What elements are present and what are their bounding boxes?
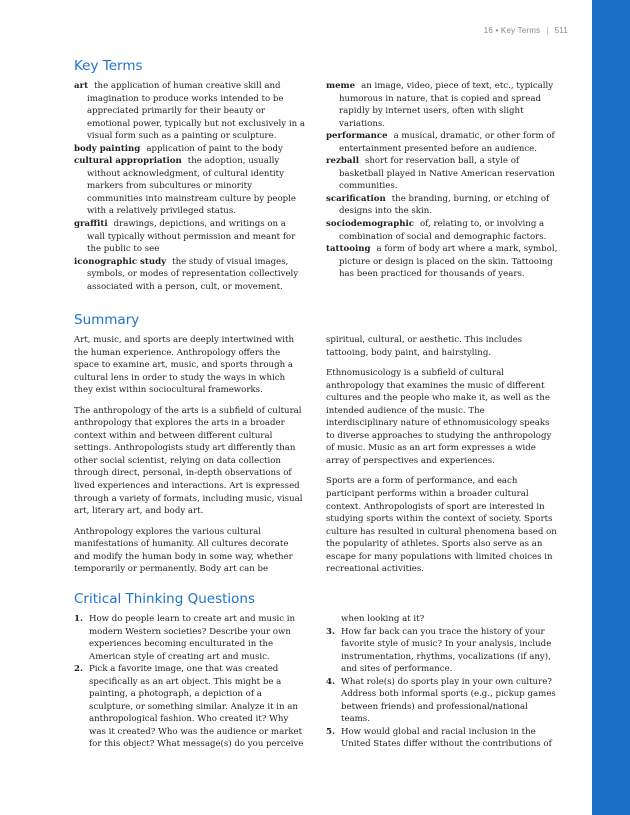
key-term-tattooing: tattooing a form of body art where a mark, symbol, picture or design is placed on the skin. Tattooing has been practiced for thousands of years. xyxy=(326,244,558,280)
question-item: 2. Pick a favorite image, one that was created specifically as an art object. This might be a painting, a photograph, a depiction of a sculpture, or something similar. Analyze it in an anthropological fashion. Who created it? Why was it created? Who was the audience or market for this object? What message(s) do you perceive xyxy=(74,664,304,750)
summary-right-column xyxy=(326,334,558,584)
key-terms-left-column xyxy=(74,80,306,293)
question-continuation: when looking at it? xyxy=(341,614,425,624)
key-term-art: art the application of human creative skill and imagination to produce works intended to be appreciated primarily for their beauty or emotional power, typically but not exclusively in a visual form such as a painting or sculpture. xyxy=(74,81,305,142)
question-item: 5. How would global and racial inclusion in the United States differ without the contributions of xyxy=(326,726,552,750)
key-term-scarification: scarification the branding, burning, or etching of designs into the skin. xyxy=(326,193,550,217)
key-term-iconographic-study: iconographic study the study of visual images, symbols, or modes of representation collectively associated with a person, cult, or movement. xyxy=(74,256,299,292)
summary-paragraph: The anthropology of the arts is a subfield of cultural anthropology that explores the arts in a broader context within and between different cultural settings. Anthropologists study art differently than other social scientist, relying on data collection through direct, personal, in-depth observations of lived experiences and interactions. Art is expressed through a variety of formats, including music, visual art, literary art, and body art. xyxy=(74,405,303,517)
key-term-performance: performance a musical, dramatic, or other form of entertainment presented before an audience. xyxy=(326,131,555,154)
key-term-rezball: rezball short for reservation ball, a style of basketball played in Native American reservation communities. xyxy=(326,156,555,192)
question-item: 3. How far back can you trace the history of your favorite style of music? In your analysis, include instrumentation, rhythms, vocalizations (if any), and sites of performance. xyxy=(326,626,552,675)
summary-paragraph: spiritual, cultural, or aesthetic. This includes tattooing, body paint, and hairstyling. xyxy=(326,335,523,358)
question-item: 4. What role(s) do sports play in your own culture? Address both informal sports (e.g., pickup games between friends) and professional/national teams. xyxy=(326,676,556,725)
questions-left-column xyxy=(74,613,306,751)
key-term-sociodemographic: sociodemographic of, relating to, or involving a combination of social and demographic factors. xyxy=(326,219,547,242)
question-item: 1. How do people learn to create art and music in modern Western societies? Describe your own experiences becoming enculturated in the American style of creating art and music. xyxy=(74,614,296,662)
key-terms-right-column xyxy=(326,80,558,281)
key-term-cultural-appropriation: cultural appropriation the adoption, usually without acknowledgment, of cultural identity markers from subcultures or minority communities into mainstream culture by people with a relatively privileged status. xyxy=(74,156,296,217)
questions-right-column xyxy=(326,613,558,751)
chapter-label: 16 • Key Terms xyxy=(483,26,541,35)
critical-thinking-heading: Critical Thinking Questions xyxy=(74,591,256,607)
page-number: 511 xyxy=(554,26,568,35)
key-term-graffiti: graffiti drawings, depictions, and writings on a wall typically without permission and meant for the public to see xyxy=(74,219,296,255)
running-head: 16 • Key Terms | 511 xyxy=(483,26,568,35)
key-term-body-painting: body painting application of paint to the body xyxy=(74,143,283,154)
chapter-side-bar xyxy=(592,0,630,815)
summary-paragraph: Sports are a form of performance, and each participant performs within a broader cultural context. Anthropologists of sport are interested in studying sports within the context of society. Sports culture has resulted in cultural phenomena based on the popularity of athletes. Sports also serve as an escape for many populations with limited choices in recreational activities. xyxy=(326,476,557,575)
summary-paragraph: Anthropology explores the various cultural manifestations of humanity. All cultures decorate and modify the human body in some way, whether temporarily or permanently. Body art can be xyxy=(74,526,293,575)
summary-paragraph: Art, music, and sports are deeply intertwined with the human experience. Anthropology offers the space to examine art, music, and sports through a cultural lens in order to study the ways in which they exist within sociocultural frameworks. xyxy=(74,335,295,396)
summary-paragraph: Ethnomusicology is a subfield of cultural anthropology that examines the music of different cultures and the people who make it, as well as the intended audience of the music. The interdisciplinary nature of ethnomusicology speaks to diverse approaches to studying the anthropology of music. Music as an art form expresses a wide array of perspectives and experiences. xyxy=(326,368,552,466)
summary-heading: Summary xyxy=(74,312,140,328)
key-term-meme: meme an image, video, piece of text, etc., typically humorous in nature, that is copied and spread rapidly by internet users, often with slight variations. xyxy=(326,81,554,129)
summary-left-column xyxy=(74,334,306,584)
key-terms-heading: Key Terms xyxy=(74,58,143,74)
